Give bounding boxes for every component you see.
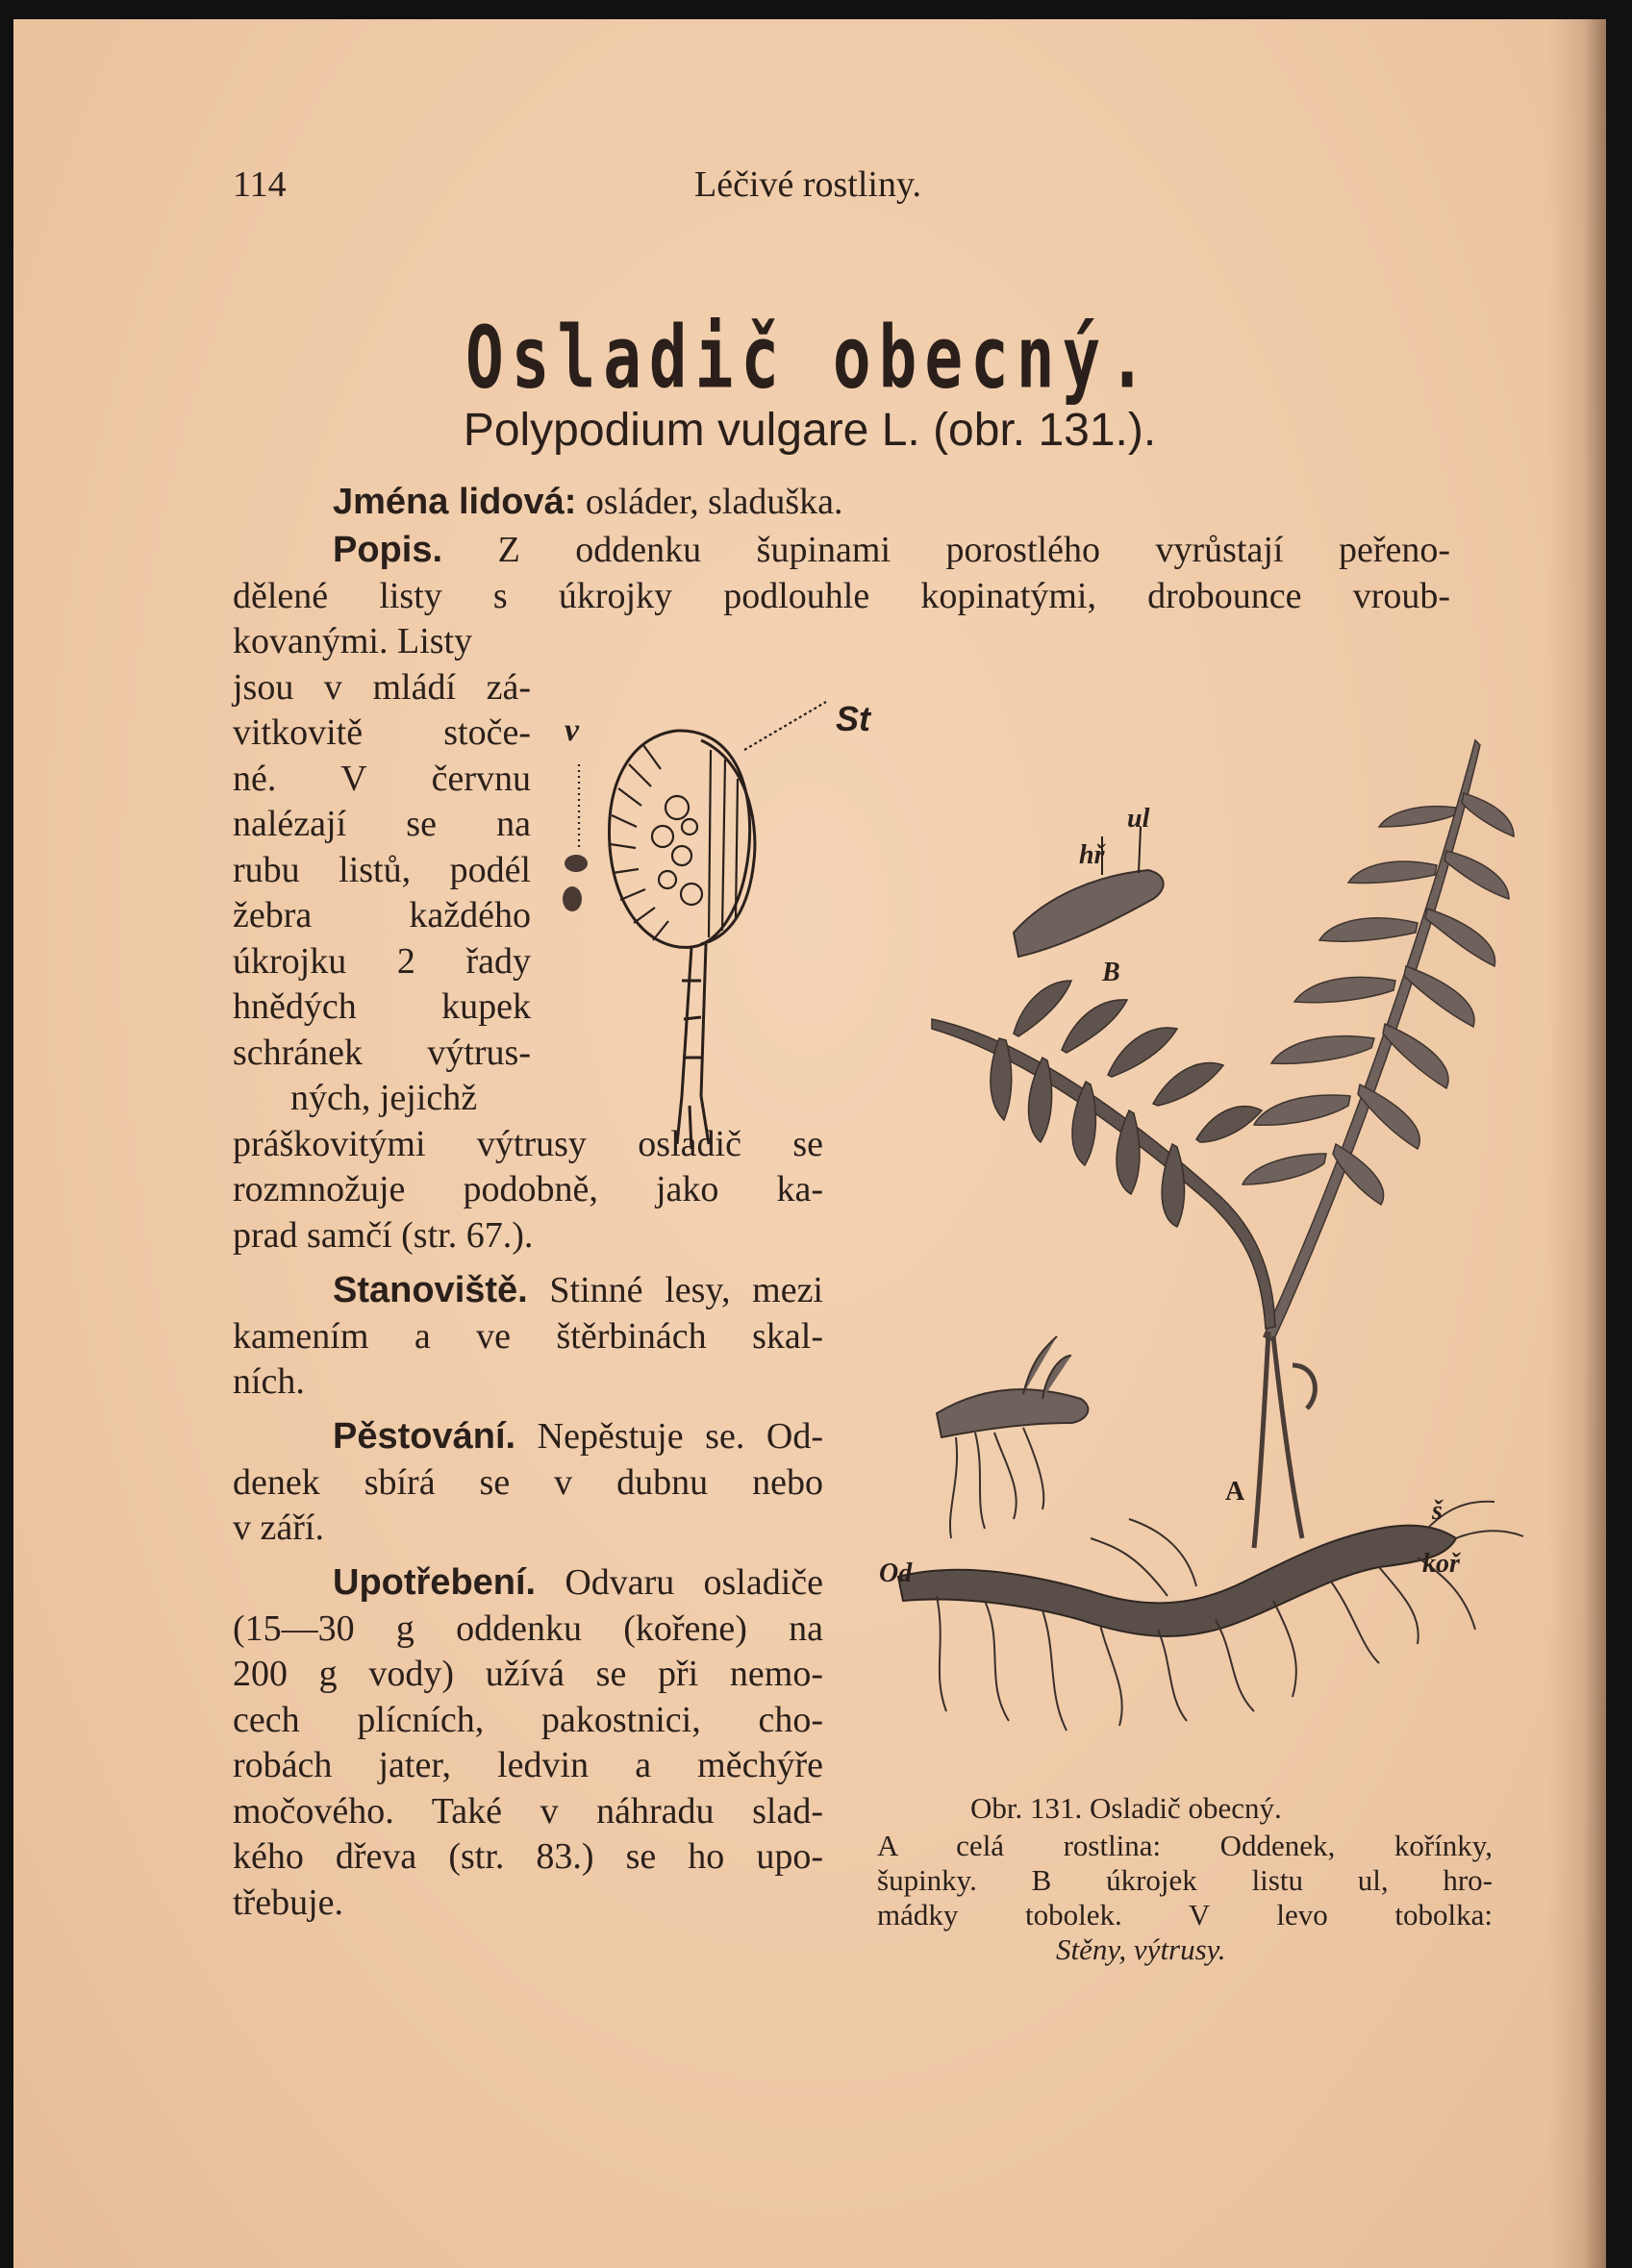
- usage-line-4: cech plícních, pakostnici, cho-: [233, 1700, 823, 1740]
- usage-line-1: Upotřebení. Odvaru osladiče: [333, 1562, 823, 1603]
- description-line-9: žebra každého: [233, 895, 531, 935]
- cultivation-line-2: denek sbírá se v dubnu nebo: [233, 1462, 823, 1503]
- description-line-8: rubu listů, podél: [233, 850, 531, 890]
- habitat-label: Stanoviště.: [333, 1270, 528, 1310]
- description-line-3: kovanými. Listy: [233, 621, 473, 661]
- label-b: B: [1102, 958, 1120, 987]
- label-s: š: [1432, 1496, 1443, 1526]
- usage-line-5: robách jater, ledvin a měchýře: [233, 1745, 823, 1785]
- description-line-15: rozmnožuje podobně, jako ka-: [233, 1169, 823, 1209]
- description-line-4: jsou v mládí zá-: [233, 667, 531, 708]
- habitat-line-3: ních.: [233, 1361, 305, 1402]
- usage-line-8: třebuje.: [233, 1882, 344, 1923]
- figure-caption-line-4: Stěny, výtrusy.: [1056, 1932, 1226, 1966]
- description-line-6: né. V červnu: [233, 759, 531, 799]
- habitat-line-1: Stanoviště. Stinné lesy, mezi: [333, 1270, 823, 1310]
- usage-line-2: (15—30 g oddenku (kořene) na: [233, 1608, 823, 1649]
- usage-line-3: 200 g vody) užívá se při nemo-: [233, 1654, 823, 1694]
- description-line-16: prad samčí (str. 67.).: [233, 1215, 534, 1256]
- description-line-13: ných, jejichž: [290, 1078, 478, 1118]
- description-label: Popis.: [333, 530, 443, 570]
- usage-label: Upotřebení.: [333, 1562, 537, 1603]
- leaf-segment-b: [1014, 804, 1164, 987]
- label-st: St: [836, 699, 870, 738]
- figure-caption-line-3: mádky tobolek. V levo tobolka:: [877, 1898, 1493, 1932]
- label-hr: hř: [1079, 840, 1105, 870]
- label-od: Od: [879, 1558, 913, 1588]
- description-line-5: vitkovitě stoče-: [233, 712, 531, 753]
- cultivation-label: Pěstování.: [333, 1416, 516, 1457]
- description-line-10: úkrojku 2 řady: [233, 941, 531, 982]
- usage-line-6: močového. Také v náhradu slad-: [233, 1791, 823, 1832]
- rhizome: [898, 1502, 1523, 1731]
- description-line-7: nalézají se na: [233, 804, 531, 844]
- page-header: [13, 163, 1606, 212]
- label-v: v: [565, 712, 580, 748]
- fern-illustration: [879, 692, 1591, 1750]
- running-head: Léčivé rostliny.: [694, 164, 922, 205]
- figure-caption-line-2: šupinky. B úkrojek listu ul, hro-: [877, 1863, 1493, 1897]
- folk-names-line: [333, 481, 843, 523]
- description-line-11: hnědých kupek: [233, 986, 531, 1027]
- description-line-1: Popis. Z oddenku šupinami porostlého vyrůstají peřeno-: [333, 530, 1451, 570]
- description-line-12: schránek výtrus-: [233, 1033, 531, 1073]
- description-line-2: dělené listy s úkrojky podlouhle kopinatými, drobounce vroub-: [233, 576, 1450, 616]
- figure-caption-title: Obr. 131. Osladič obecný.: [970, 1791, 1282, 1825]
- habitat-line-2: kamením a ve štěrbinách skal-: [233, 1316, 823, 1357]
- folk-names-text: osláder, sladuška.: [585, 482, 843, 522]
- cultivation-line-3: v září.: [233, 1508, 324, 1548]
- label-ul: ul: [1127, 804, 1150, 834]
- book-page: [13, 19, 1606, 2268]
- usage-line-7: kého dřeva (str. 83.) se ho upo-: [233, 1836, 823, 1877]
- page-title: Osladič obecný.: [464, 308, 1155, 408]
- label-a: A: [1225, 1477, 1245, 1507]
- page-number: 114: [233, 164, 287, 205]
- figure-caption-line-1: A celá rostlina: Oddenek, kořínky,: [877, 1829, 1493, 1862]
- label-kor: koř: [1422, 1549, 1460, 1579]
- folk-names-label: Jména lidová:: [333, 482, 577, 522]
- description-line-14: práškovitými výtrusy osladič se: [233, 1124, 823, 1164]
- cultivation-line-1: Pěstování. Nepěstuje se. Od-: [333, 1416, 823, 1457]
- latin-name: Polypodium vulgare L. (obr. 131.).: [463, 405, 1157, 456]
